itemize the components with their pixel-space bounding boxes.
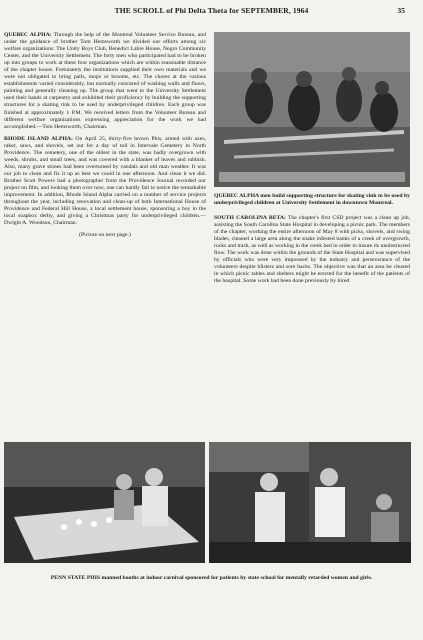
carnival-table-photo: [4, 442, 205, 563]
page-header: [0, 6, 423, 20]
penn-state-photos: [4, 442, 411, 563]
running-title: THE SCROLL of Phi Delta Theta for SEPTEMBER, 1964: [114, 6, 309, 15]
penn-state-caption: PENN STATE PHIS manned booths at indoor carnival sponsored for patients by state school for mentally retarded women and girls.: [50, 575, 373, 581]
chapter-name: QUEBEC ALPHA:: [4, 32, 52, 38]
quebec-alpha-report: [4, 32, 206, 131]
report-body: The chapter's first CSD project was a clean up job, assisting the South Carolina State Hospital in developing a picnic park. The members of the chapter, working the entire afternoon of May 8 with picks, shovels, and swing blades, cleaned a large area along the snake infested banks of a creek of overgrowth, rocks and trash, as well as working in the creek bed in order to insure its unobstructed flow. The work was done within the grounds of the State Hospital and was supervised by officials who were very impressed by the industry and perseverance of the volunteers despite blisters and sore backs. The objective was that an area be cleared in which picnic tables and shelters might be erected for the benefit of the patients of the hospital. Some work had been done previously by hired: [214, 215, 410, 285]
report-signature: —Tom Hemsworth, Chairman.: [36, 123, 108, 130]
chapter-name: RHODE ISLAND ALPHA:: [4, 135, 73, 142]
quebec-photo: [214, 32, 410, 187]
quebec-photo-caption: QUEBEC ALPHA men build supporting structure for skating rink to be used by underprivileged children at University Settlement in downtown Montreal.: [214, 193, 410, 206]
right-column: [214, 32, 410, 290]
left-column: [0, 32, 206, 244]
south-carolina-beta-report: [214, 215, 410, 285]
chapter-name: SOUTH CAROLINA BETA:: [214, 215, 286, 221]
rhode-island-alpha-report: [4, 136, 206, 228]
report-signature: —Dwight A. Woodson, Chairman.: [4, 213, 206, 227]
page-number: 35: [397, 6, 405, 15]
report-body: Through the help of the Montreal Volunteer Service Bureau, and under the guidance of brother Tom Hemsworth we divided our efforts among six welfare organizations: The Unity Boys Club, Benedict Labre House, Negro Community Center, and the University Settlement. The forty men who participated had to be broken up into groups to work at these four organizations which are within reasonable distance of the chapter house. Fortunately the institutions supplied their own materials and we were not obligated to bring pails, mops or brooms, etc. The chores at the various establishments varied considerably, but normally consisted of washing walls and floors, painting and generally cleaning up. The group that went to the University Settlement used their hands at carpentry and exhibited their proficiency by building the supporting structures for a skating rink to be used by underprivileged children. Each group was finished at approximately 1 P.M. We received letters from the Volunteer Bureau and different welfare organizations expressing appreciation for the work we had accomplished.: [4, 32, 206, 130]
picture-note: (Picture on next page.): [79, 232, 131, 239]
report-body: On April 25, thirty-five brown Phis, armed with axes, raker, saws, and shovels, set out for a day of toil in Intervale Cemetery in North Providence. The cemetery, one of the oldest in the state, was badly overgrown with weeds, shrubs, and small trees, and was covered with a blanket of leaves and rubbish. Also, many grave stones had been overturned by vandals and old man weather. It was our job to clean and fix it up as best we could in one afternoon. And clean it we did. Brother Scott Powers had a photographer from the Providence Journal recorded our project on film, and looking them over now, one can hardly fail to notice the remarkable improvement. In addition, Rhode Island Alpha carried on a number of service projects throughout the year, including renovation and clean-up of both International House of Providence and Federal Hill House, a local settlement house, sponsoring a boy in the local soapbox derby, and giving a Christmas party for underprivileged children.: [4, 135, 206, 220]
carnival-booth-photo: [209, 442, 411, 563]
